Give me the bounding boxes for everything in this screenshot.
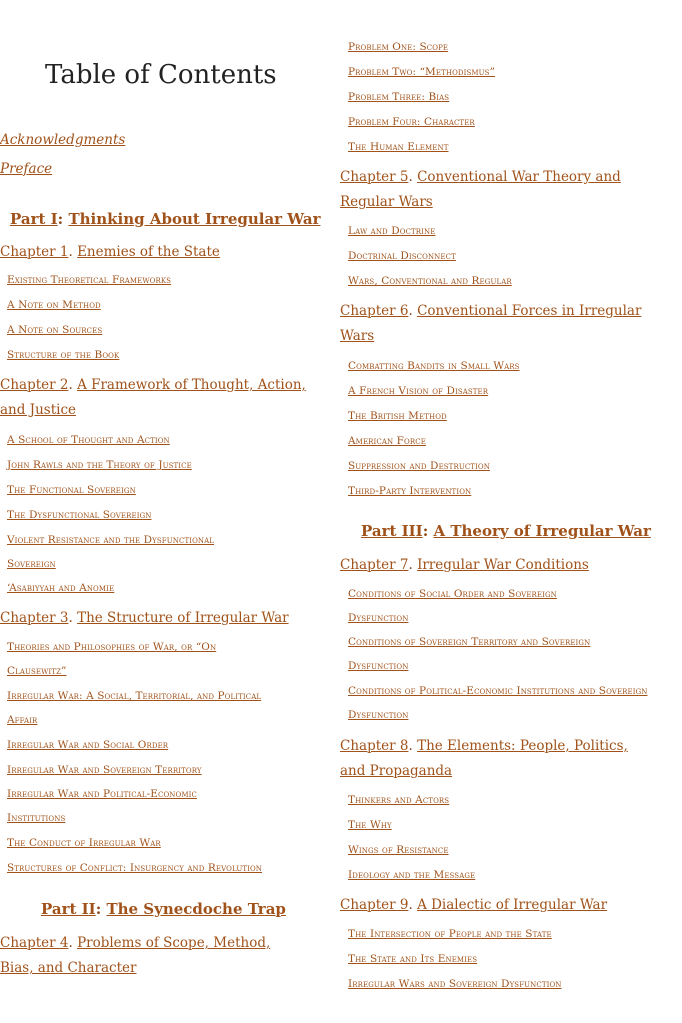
section-link[interactable]: Irregular War: A Social, Territorial, and Political Affair [7,690,262,726]
section-link[interactable]: The Human Element [348,141,449,153]
section-link[interactable]: Problem Two: “Methodismus” [348,66,496,78]
chapter-3-heading: Chapter 3. The Structure of Irregular War [0,610,289,626]
section-link[interactable]: Third-Party Intervention [348,485,472,497]
chapter-3-label[interactable]: Chapter 3 [0,610,69,626]
chapter-6-label[interactable]: Chapter 6 [340,303,409,319]
section-link[interactable]: A Note on Method [7,299,101,311]
section-link[interactable]: Conditions of Sovereign Territory and Sovereign Dysfunction [348,636,591,672]
section-link[interactable]: The State and Its Enemies [348,953,478,965]
section-link[interactable]: Suppression and Destruction [348,460,490,472]
section-link[interactable]: The Intersection of People and the State [348,928,552,940]
chapter-6-heading: Chapter 6. Conventional Forces in Irregular Wars [340,303,642,344]
section-link[interactable]: A French Vision of Disaster [348,385,489,397]
section-link[interactable]: Existing Theoretical Frameworks [7,274,172,286]
section-link[interactable]: Ideology and the Message [348,869,476,881]
part-2-label[interactable]: Part II [41,900,96,918]
section-link[interactable]: Wings of Resistance [348,844,449,856]
chapter-4-label[interactable]: Chapter 4 [0,935,69,951]
chapter-9-title[interactable]: A Dialectic of Irregular War [417,897,608,913]
chapter-2-label[interactable]: Chapter 2 [0,377,69,393]
chapter-8-heading: Chapter 8. The Elements: People, Politics, and Propaganda [340,738,628,779]
part-1-heading: Part I: Thinking About Irregular War [10,210,321,228]
section-link[interactable]: ‘Asabiyyah and Anomie [7,582,115,594]
section-link[interactable]: The Dysfunctional Sovereign [7,509,152,521]
chapter-2-heading: Chapter 2. A Framework of Thought, Action, and Justice [0,377,306,418]
section-link[interactable]: Problem Four: Character [348,116,475,128]
toc-link-acknowledgments[interactable]: Acknowledgments [0,132,126,148]
section-link[interactable]: John Rawls and the Theory of Justice [7,459,192,471]
part-2-title[interactable]: The Synecdoche Trap [106,900,286,918]
section-link[interactable]: Structure of the Book [7,349,120,361]
section-link[interactable]: Structures of Conflict: Insurgency and Revolution [7,862,263,874]
part-3-label[interactable]: Part III [361,522,423,540]
chapter-5-heading: Chapter 5. Conventional War Theory and Regular Wars [340,169,621,210]
section-link[interactable]: American Force [348,435,426,447]
chapter-7-title[interactable]: Irregular War Conditions [417,557,589,573]
section-link[interactable]: A Note on Sources [7,324,103,336]
chapter-4-title[interactable]: Problems of Scope, Method, Bias, and Character [0,935,271,976]
section-link[interactable]: Conditions of Social Order and Sovereign Dysfunction [348,588,557,624]
section-link[interactable]: Problem Three: Bias [348,91,450,103]
section-link[interactable]: The Conduct of Irregular War [7,837,161,849]
section-link[interactable]: Wars, Conventional and Regular [348,275,512,287]
section-link[interactable]: Irregular War and Social Order [7,739,169,751]
section-link[interactable]: Combatting Bandits in Small Wars [348,360,520,372]
part-2-heading: Part II: The Synecdoche Trap [41,900,286,918]
chapter-5-title[interactable]: Conventional War Theory and Regular Wars [340,169,621,210]
page-title: Table of Contents [45,60,277,90]
section-link[interactable]: The Functional Sovereign [7,484,136,496]
chapter-5-label[interactable]: Chapter 5 [340,169,409,185]
part-3-title[interactable]: A Theory of Irregular War [433,522,651,540]
chapter-6-title[interactable]: Conventional Forces in Irregular Wars [340,303,642,344]
section-link[interactable]: Doctrinal Disconnect [348,250,456,262]
chapter-3-title[interactable]: The Structure of Irregular War [77,610,289,626]
section-link[interactable]: Conditions of Political-Economic Institutions and Sovereign Dysfunction [348,685,648,721]
section-link[interactable]: Irregular Wars and Sovereign Dysfunction [348,978,562,990]
chapter-9-label[interactable]: Chapter 9 [340,897,409,913]
section-link[interactable]: The Why [348,819,392,831]
part-1-title[interactable]: Thinking About Irregular War [68,210,321,228]
section-link[interactable]: Law and Doctrine [348,225,436,237]
part-1-label[interactable]: Part I [10,210,58,228]
chapter-8-title[interactable]: The Elements: People, Politics, and Propaganda [340,738,628,779]
chapter-9-heading: Chapter 9. A Dialectic of Irregular War [340,897,608,913]
chapter-2-title[interactable]: A Framework of Thought, Action, and Justice [0,377,306,418]
chapter-4-heading: Chapter 4. Problems of Scope, Method, Bias, and Character [0,935,271,976]
section-link[interactable]: The British Method [348,410,447,422]
section-link[interactable]: Problem One: Scope [348,41,449,53]
section-link[interactable]: Theories and Philosophies of War, or “On Clausewitz” [7,641,217,677]
part-3-heading: Part III: A Theory of Irregular War [361,522,651,540]
chapter-1-label[interactable]: Chapter 1 [0,244,69,260]
chapter-1-title[interactable]: Enemies of the State [77,244,220,260]
section-link[interactable]: Thinkers and Actors [348,794,450,806]
section-link[interactable]: Irregular War and Political-Economic Institutions [7,788,197,824]
section-link[interactable]: Irregular War and Sovereign Territory [7,764,202,776]
chapter-7-heading: Chapter 7. Irregular War Conditions [340,557,589,573]
chapter-8-label[interactable]: Chapter 8 [340,738,409,754]
section-link[interactable]: Violent Resistance and the Dysfunctional Sovereign [7,534,215,570]
toc-link-preface[interactable]: Preface [0,161,53,177]
section-link[interactable]: A School of Thought and Action [7,434,170,446]
chapter-7-label[interactable]: Chapter 7 [340,557,409,573]
chapter-1-heading: Chapter 1. Enemies of the State [0,244,220,260]
